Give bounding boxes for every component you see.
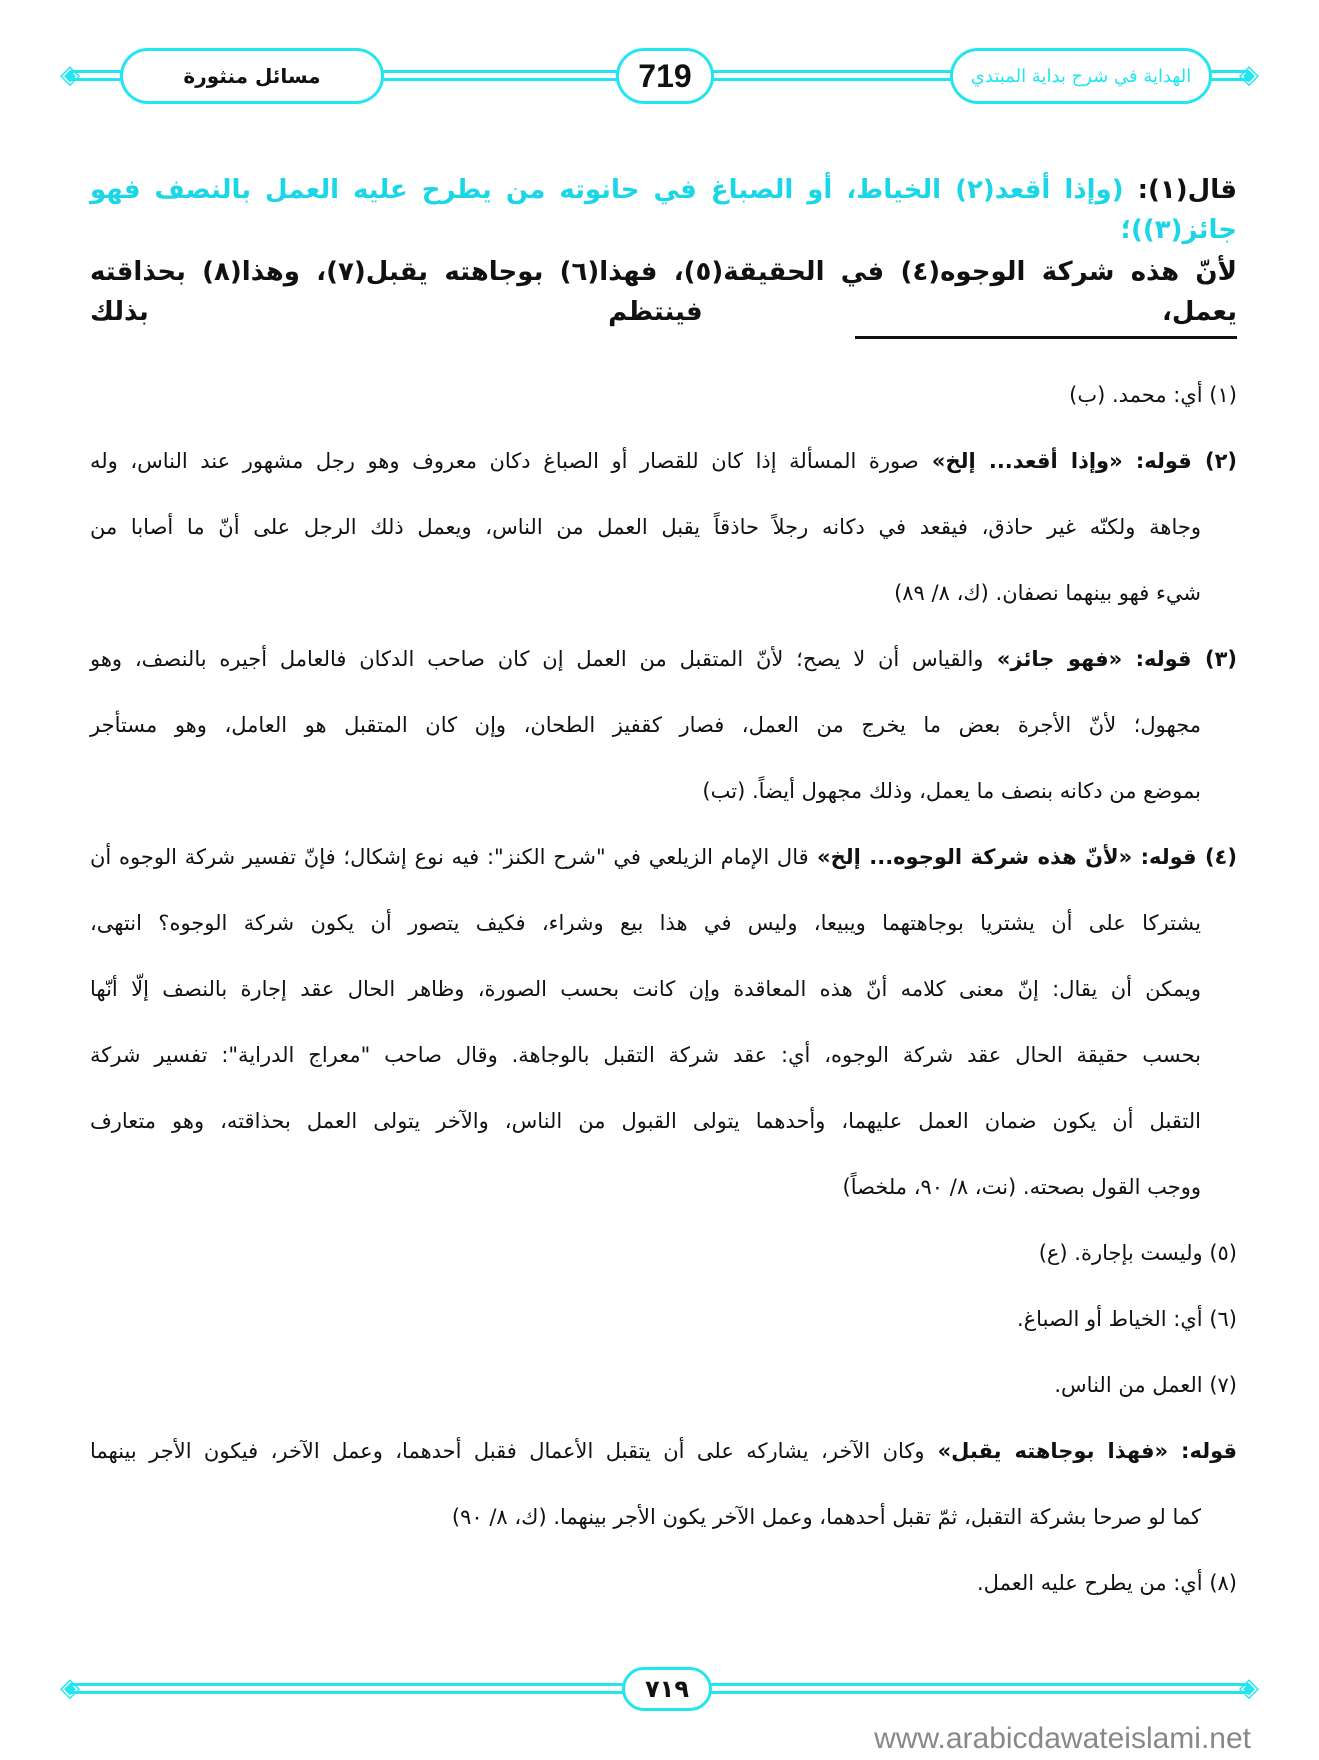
ornament-icon: ◈ (60, 60, 80, 90)
footnote-separator (855, 336, 1237, 339)
footnote-5: (٥) وليست بإجارة. (ع) (1038, 1241, 1237, 1265)
book-title-logo: الهداية في شرح بداية المبتدي (970, 65, 1192, 87)
footer-page-number: ٧١٩ (645, 1675, 689, 1703)
website-watermark: www.arabicdawateislami.net (874, 1722, 1251, 1755)
footnote-4-line: التقبل أن يكون ضمان العمل عليهما، وأحدهما يتولى القبول من الناس، والآخر يتولى العمل بحذاقته، وهو متعارف (90, 1109, 1201, 1133)
footnote-4 (90, 838, 1237, 904)
footnote-7-addendum (90, 1432, 1237, 1498)
footnote-2 (90, 442, 1237, 508)
footnote-text: صورة المسألة إذا كان للقصار أو الصباغ دكان معروف وهو رجل مشهور عند الناس، وله (90, 449, 919, 473)
footnote-lead: قوله: «فهذا بوجاهته يقبل» (924, 1439, 1237, 1463)
footnote-3-line: مجهول؛ لأنّ الأجرة بعض ما يخرج من العمل، فصار كقفيز الطحان، وإن كان المتقبل هو العامل، وهو مستأجر (90, 713, 1201, 737)
footnote-3-line: بموضع من دكانه بنصف ما يعمل، وذلك مجهول أيضاً. (تب) (702, 779, 1201, 803)
footnote-lead: (٢) قوله: «وإذا أقعد... إلخ» (918, 449, 1238, 473)
footnote-text: قال الإمام الزيلعي في "شرح الكنز": فيه نوع إشكال؛ فإنّ تفسير شركة الوجوه أن (90, 845, 809, 869)
main-text-line-2: لأنّ هذه شركة الوجوه(٤) في الحقيقة(٥)، فهذا(٦) بوجاهته يقبل(٧)، وهذا(٨) بحذاقته يعمل، فينتظم بذلك (90, 257, 1237, 327)
footnote-3 (90, 640, 1237, 706)
footnote-text: والقياس أن لا يصح؛ لأنّ المتقبل من العمل إن كان صاحب الدكان فالعامل أجيره بالنصف، وهو (90, 647, 984, 671)
footnote-lead: (٣) قوله: «فهو جائز» (983, 647, 1237, 671)
footer-page-number-box (622, 1667, 712, 1711)
ornament-icon: ◈ (60, 1673, 80, 1703)
chapter-title: مسائل منثورة (183, 64, 321, 88)
footnote-4-line: يشتركا على أن يشتريا بوجاهتهما ويبيعا، وليس في هذا بيع وشراء، فكيف يتصور أن يكون شركة الوجوه؟ انتهى، (90, 911, 1201, 935)
footnote-8: (٨) أي: من يطرح عليه العمل. (976, 1571, 1237, 1595)
footnote-separator-wrap (90, 332, 1237, 376)
footnote-6: (٦) أي: الخياط أو الصباغ. (1016, 1307, 1237, 1331)
book-title-box (950, 48, 1212, 104)
ornament-icon: ◈ (1239, 1673, 1259, 1703)
footnote-7: (٧) العمل من الناس. (1054, 1373, 1237, 1397)
page-header (0, 40, 1319, 120)
footnote-1: (١) أي: محمد. (ب) (1069, 383, 1237, 407)
page-body (90, 168, 1237, 1630)
footnote-4-line: ويمكن أن يقال: إنّ معنى كلامه أنّ هذه المعاقدة وإن كانت بحسب الصورة، وظاهر الحال عقد إجارة بالنصف إلّا أنّها (90, 977, 1201, 1001)
footnote-4-line: بحسب حقيقة الحال عقد شركة الوجوه، أي: عقد شركة التقبل بالوجاهة. وقال صاحب "معراج الدراية": تفسير شركة (90, 1043, 1201, 1067)
footnote-text: وكان الآخر، يشاركه على أن يتقبل الأعمال فقبل أحدهما، وعمل الآخر، فيكون الأجر بينهما (90, 1439, 925, 1463)
footnote-7-addendum-line: كما لو صرحا بشركة التقبل، ثمّ تقبل أحدهما، وعمل الآخر يكون الأجر بينهما. (ك، ٨/ ٩٠) (451, 1505, 1201, 1529)
footnote-2-line: شيء فهو بينهما نصفان. (ك، ٨/ ٨٩) (894, 581, 1201, 605)
chapter-title-box (120, 48, 384, 104)
footnote-lead: (٤) قوله: «لأنّ هذه شركة الوجوه... إلخ» (808, 845, 1237, 869)
footnote-2-line: وجاهة ولكنّه غير حاذق، فيقعد في دكانه رجلاً حاذقاً يقبل العمل من الناس، ويعمل ذلك الرجل على أنّ ما أصابا من (90, 515, 1201, 539)
page-number: 719 (638, 57, 692, 94)
qala: قال(١): (1123, 175, 1237, 205)
page-number-box (616, 48, 714, 104)
main-text-line-1 (90, 168, 1237, 250)
ornament-icon: ◈ (1239, 60, 1259, 90)
matn-text: (وإذا أقعد(٢) الخياط، أو الصباغ في حانوته من يطرح عليه العمل بالنصف فهو جائز(٣))؛ (90, 175, 1237, 245)
footnote-4-line: ووجب القول بصحته. (نت، ٨/ ٩٠، ملخصاً) (842, 1175, 1201, 1199)
